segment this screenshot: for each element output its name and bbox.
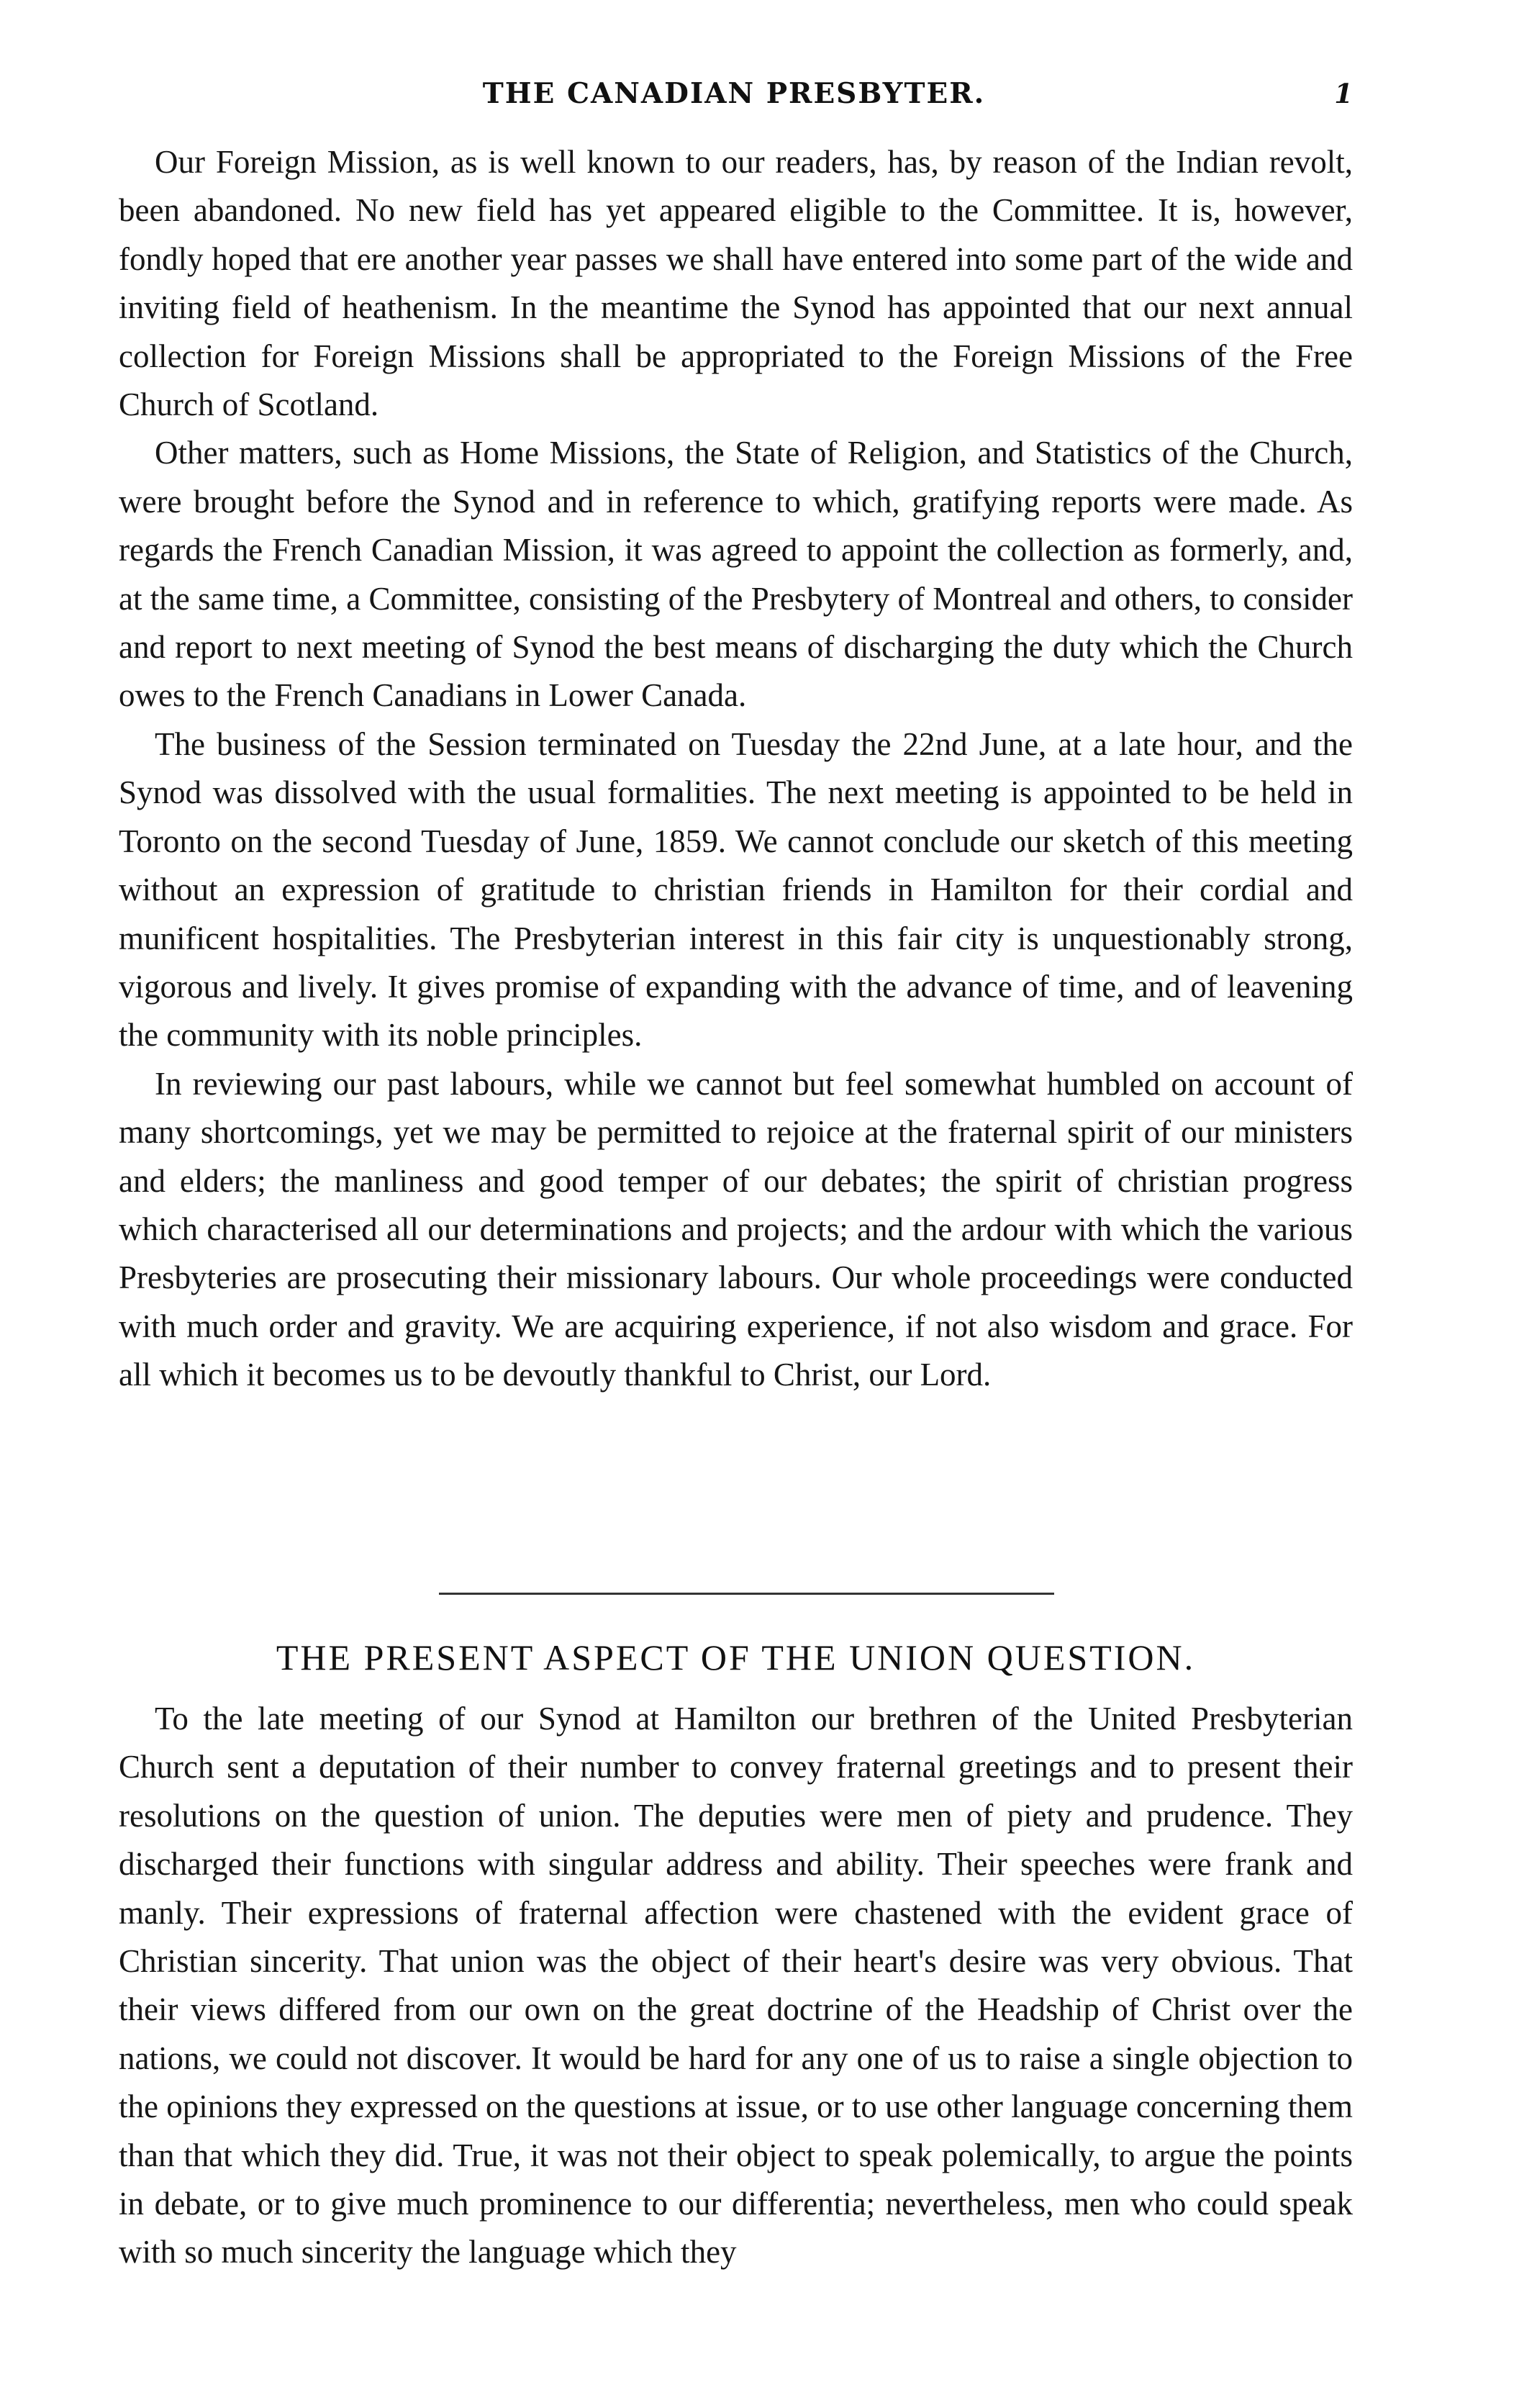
section-two-body — [119, 1695, 1353, 2277]
page-number: 1 — [1334, 78, 1353, 109]
running-title: THE CANADIAN PRESBYTER. — [482, 77, 986, 110]
paragraph-session-business: The business of the Session terminated on Tuesday the 22nd June, at a late hour, and the Synod was dissolved with the usual formalities. The next meeting is appointed to be held in Toronto on the second Tuesday of June, 1859. We cannot conclude our sketch of this meeting without an expression of gratitude to christian friends in Hamilton for their cordial and munificent hospitalities. The Presbyterian interest in this fair city is unquestionably strong, vigorous and lively. It gives promise of expanding with the advance of time, and of leavening the community with its noble principles. — [119, 725, 1353, 1054]
paragraph-union-deputation: To the late meeting of our Synod at Hamilton our brethren of the United Presbyterian Church sent a deputation of their number to convey fraternal greetings and to present their resolutions on the question of union. The deputies were men of piety and prudence. They discharged their functions with singular address and ability. Their speeches were frank and manly. Their expressions of fraternal affection were chastened with the evident grace of Christian sincerity. That union was the object of their heart's desire was very obvious. That their views differed from our own on the great doctrine of the Headship of Christ over the nations, we could not discover. It would be hard for any one of us to raise a single objection to the opinions they expressed on the questions at issue, or to use other language concerning them than that which they did. True, it was not their object to speak polemically, to argue the points in debate, or to give much prominence to our differentia; nevertheless, men who could speak with so much sincerity the language which they — [119, 1701, 1353, 2271]
paragraph-foreign-mission: Our Foreign Mission, as is well known to our readers, has, by reason of the Indian revolt, been abandoned. No new field has yet appeared eligible to the Committee. It is, however, fondly hoped that ere another year passes we shall have entered into some part of the wide and inviting field of heathenism. In the meantime the Synod has appointed that our next annual collection for Foreign Missions shall be appropriated to the Foreign Missions of the Free Church of Scotland. — [119, 144, 1353, 423]
paragraph-reviewing-labours: In reviewing our past labours, while we cannot but feel somewhat humbled on account of many shortcomings, yet we may be permitted to rejoice at the fraternal spirit of our ministers and elders; the manliness and good temper of our debates; the spirit of christian progress which characterised all our determinations and projects; and the ardour with which the various Presbyteries are prosecuting their missionary labours. Our whole proceedings were conducted with much order and gravity. We are acquiring experience, if not also wisdom and grace. For all which it becomes us to be devoutly thankful to Christ, our Lord. — [119, 1065, 1353, 1393]
running-header — [115, 72, 1353, 122]
section-divider-rule — [439, 1593, 1054, 1595]
section-heading: THE PRESENT ASPECT OF THE UNION QUESTION. — [276, 1637, 1196, 1678]
section-one-body — [119, 138, 1353, 1400]
paragraph-other-matters: Other matters, such as Home Missions, the State of Religion, and Statistics of the Church, were brought before the Synod and in reference to which, gratifying reports were made. As regards the French Canadian Mission, it was agreed to appoint the collection as formerly, and, at the same time, a Committee, consisting of the Presbytery of Montreal and others, to consider and report to next meeting of Synod the best means of discharging the duty which the Church owes to the French Canadians in Lower Canada. — [119, 435, 1353, 714]
